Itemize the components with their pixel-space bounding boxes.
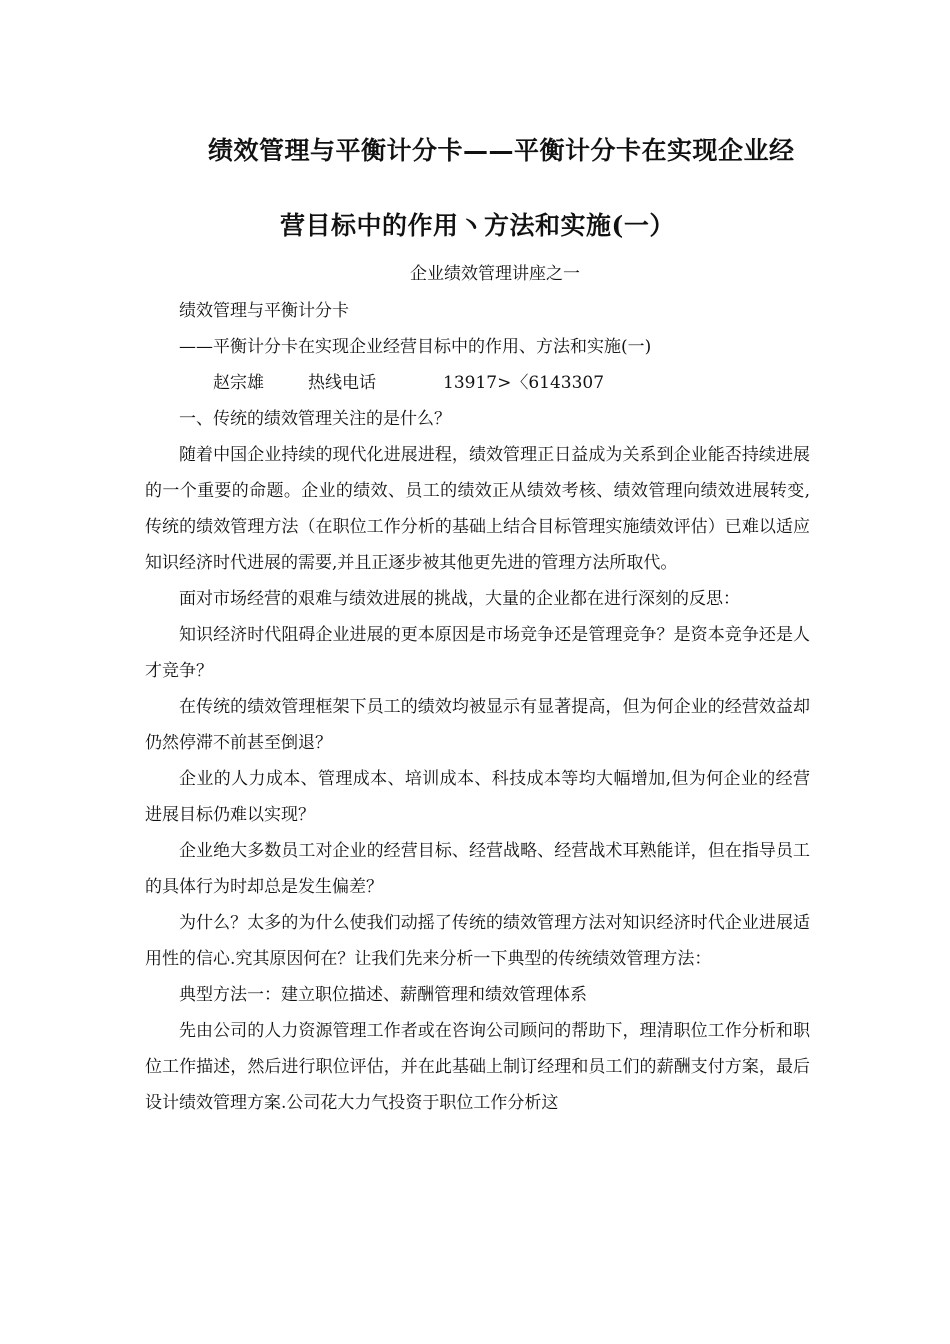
paragraph: 知识经济时代阻碍企业进展的更本原因是市场竞争还是管理竞争？是资本竞争还是人才竞争？: [145, 625, 810, 681]
heading-1: 绩效管理与平衡计分卡: [179, 301, 349, 321]
paragraph: 企业绝大多数员工对企业的经营目标、经营战略、经营战术耳熟能详，但在指导员工的具体行为时却总是发生偏差？: [145, 841, 810, 897]
author-name: 赵宗雄: [213, 373, 264, 393]
method-1-heading: 典型方法一：建立职位描述、薪酬管理和绩效管理体系: [179, 985, 587, 1005]
document-title-line-2: 营目标中的作用丶方法和实施(一）: [280, 211, 675, 240]
hotline-label: 热线电话: [308, 373, 376, 393]
paragraph: 随着中国企业持续的现代化进展进程，绩效管理正日益成为关系到企业能否持续进展的一个重要的命题。企业的绩效、员工的绩效正从绩效考核、绩效管理向绩效进展转变,传统的绩效管理方法（在职位工作分析的基础上结合目标管理实施绩效评估）已难以适应知识经济时代进展的需要,并且正逐步被其他更先进的管理方法所取代。: [145, 445, 810, 573]
paragraph: 为什么？太多的为什么使我们动摇了传统的绩效管理方法对知识经济时代企业进展适用性的信心.究其原因何在？让我们先来分析一下典型的传统绩效管理方法：: [145, 913, 810, 969]
paragraph: 先由公司的人力资源管理工作者或在咨询公司顾问的帮助下，理清职位工作分析和职位工作描述，然后进行职位评估，并在此基础上制订经理和员工们的薪酬支付方案，最后设计绩效管理方案.公司花大力气投资于职位工作分析这: [145, 1021, 810, 1113]
paragraph: 企业的人力成本、管理成本、培训成本、科技成本等均大幅增加,但为何企业的经营进展目标仍难以实现？: [145, 769, 810, 825]
document-body: [145, 293, 810, 1121]
document-subtitle: 企业绩效管理讲座之一: [410, 264, 580, 284]
document-title-line-1: 绩效管理与平衡计分卡——平衡计分卡在实现企业经: [208, 136, 795, 165]
author-contact: [145, 365, 810, 401]
hotline-number: 13917>〈6143307: [443, 373, 605, 393]
section-1-heading: 一、传统的绩效管理关注的是什么？: [179, 409, 451, 429]
heading-2: ——平衡计分卡在实现企业经营目标中的作用、方法和实施(一): [179, 337, 652, 357]
paragraph: 面对市场经营的艰难与绩效进展的挑战，大量的企业都在进行深刻的反思：: [179, 589, 740, 609]
paragraph: 在传统的绩效管理框架下员工的绩效均被显示有显著提高，但为何企业的经营效益却仍然停滞不前甚至倒退？: [145, 697, 810, 753]
